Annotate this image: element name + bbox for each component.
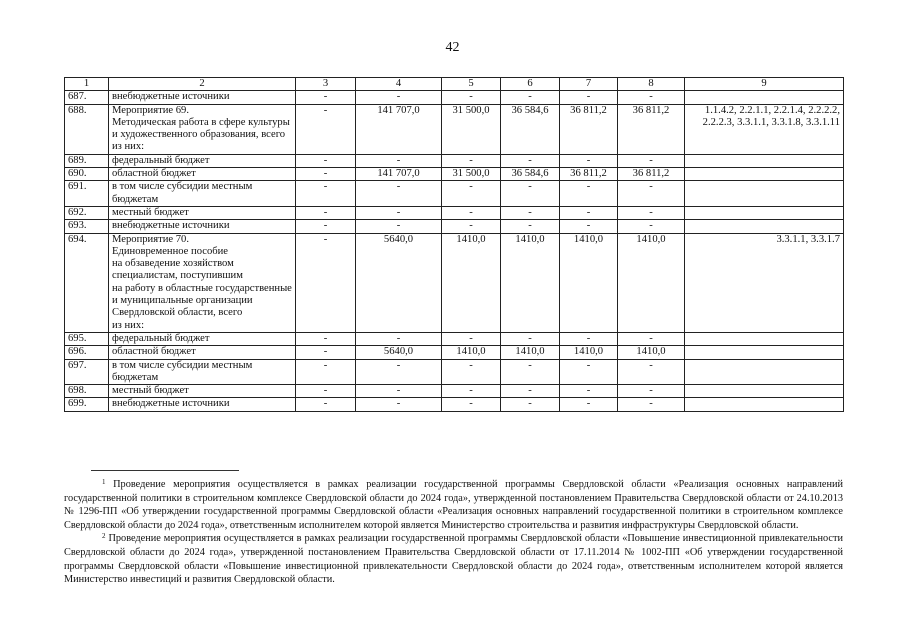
- footnote-text: Проведение мероприятия осуществляется в рамках реализации государственной программы Свердловской области «Реализация основных направлений государственной политики в строительном комплексе Свердловской области до 2024 года», утвержденной постановлением Правительства Свердловской области от 24.10.2013 № 1296-ПП «Об утверждении государственной программы Свердловской области «Реализация основных направлений государственной политики в строительном комплексе Свердловской области до 2024 года», ответственным исполнителем которой является Министерство строительства и развития инфраструктуры Свердловской области.: [64, 479, 843, 531]
- cell-col4: 141 707,0: [356, 104, 442, 154]
- cell-col8: 36 811,2: [618, 104, 685, 154]
- row-name: местный бюджет: [109, 206, 296, 219]
- cell-col3: -: [296, 181, 356, 207]
- cell-col5: -: [442, 91, 501, 104]
- cell-col5: -: [442, 206, 501, 219]
- cell-col8: -: [618, 220, 685, 233]
- table-row: [65, 104, 844, 154]
- table-header-row: [65, 78, 844, 91]
- cell-col7: -: [560, 332, 618, 345]
- table-row: [65, 181, 844, 207]
- cell-col3: -: [296, 332, 356, 345]
- cell-col6: 1410,0: [501, 233, 560, 332]
- cell-col5: -: [442, 154, 501, 167]
- cell-col8: 36 811,2: [618, 168, 685, 181]
- table-row: [65, 220, 844, 233]
- cell-col6: -: [501, 398, 560, 411]
- cell-col3: -: [296, 346, 356, 359]
- row-number: 694.: [65, 233, 109, 332]
- cell-col7: 1410,0: [560, 233, 618, 332]
- column-header: 5: [442, 78, 501, 91]
- cell-col4: -: [356, 220, 442, 233]
- cell-col5: -: [442, 332, 501, 345]
- cell-col9: [685, 359, 844, 385]
- row-name: Мероприятие 70. Единовременное пособие на обзаведение хозяйством специалистам, поступившим на работу в областные государственные и муниципальные организации Свердловской области, всего из них:: [109, 233, 296, 332]
- cell-col9: [685, 154, 844, 167]
- cell-col9: [685, 168, 844, 181]
- cell-col3: -: [296, 233, 356, 332]
- cell-col4: -: [356, 332, 442, 345]
- table-row: [65, 154, 844, 167]
- cell-col8: -: [618, 91, 685, 104]
- cell-col7: -: [560, 398, 618, 411]
- cell-col6: 36 584,6: [501, 168, 560, 181]
- cell-col7: 36 811,2: [560, 104, 618, 154]
- row-name: местный бюджет: [109, 385, 296, 398]
- cell-col3: -: [296, 385, 356, 398]
- cell-col3: -: [296, 91, 356, 104]
- footnote-mark: 1: [102, 478, 106, 486]
- cell-col9: [685, 91, 844, 104]
- table-row: [65, 359, 844, 385]
- row-number: 697.: [65, 359, 109, 385]
- cell-col9: [685, 346, 844, 359]
- row-name: внебюджетные источники: [109, 398, 296, 411]
- cell-col7: -: [560, 154, 618, 167]
- row-number: 693.: [65, 220, 109, 233]
- row-number: 695.: [65, 332, 109, 345]
- cell-col5: -: [442, 359, 501, 385]
- cell-col9: [685, 332, 844, 345]
- row-name: областной бюджет: [109, 168, 296, 181]
- cell-col3: -: [296, 206, 356, 219]
- cell-col9: [685, 206, 844, 219]
- budget-table: [64, 77, 844, 412]
- table-row: [65, 168, 844, 181]
- cell-col7: 1410,0: [560, 346, 618, 359]
- row-number: 687.: [65, 91, 109, 104]
- cell-col6: -: [501, 385, 560, 398]
- table-row: [65, 206, 844, 219]
- footnote-text: Проведение мероприятия осуществляется в рамках реализации государственной программы Свердловской области «Повышение инвестиционной привлекательности Свердловской области до 2024 года», утвержденной постановлением Правительства Свердловской области от 17.11.2014 № 1002-ПП «Об утверждении государственной программы Свердловской области «Повышение инвестиционной привлекательности Свердловской области до 2024 года», ответственным исполнителем которой является Министерство инвестиций и развития Свердловской области.: [64, 533, 843, 586]
- cell-col6: -: [501, 206, 560, 219]
- column-header: 1: [65, 78, 109, 91]
- table-row: [65, 398, 844, 411]
- cell-col7: -: [560, 359, 618, 385]
- cell-col8: 1410,0: [618, 233, 685, 332]
- row-number: 688.: [65, 104, 109, 154]
- row-name: областной бюджет: [109, 346, 296, 359]
- column-header: 7: [560, 78, 618, 91]
- row-number: 690.: [65, 168, 109, 181]
- table-row: [65, 91, 844, 104]
- cell-col7: -: [560, 385, 618, 398]
- row-name: в том числе субсидии местным бюджетам: [109, 181, 296, 207]
- cell-col8: -: [618, 385, 685, 398]
- cell-col6: 36 584,6: [501, 104, 560, 154]
- cell-col7: -: [560, 206, 618, 219]
- cell-col4: -: [356, 359, 442, 385]
- cell-col4: -: [356, 91, 442, 104]
- cell-col4: -: [356, 398, 442, 411]
- cell-col6: -: [501, 91, 560, 104]
- row-number: 692.: [65, 206, 109, 219]
- row-number: 689.: [65, 154, 109, 167]
- cell-col3: -: [296, 168, 356, 181]
- cell-col5: -: [442, 398, 501, 411]
- cell-col4: 141 707,0: [356, 168, 442, 181]
- table-row: [65, 346, 844, 359]
- cell-col8: -: [618, 398, 685, 411]
- cell-col6: -: [501, 332, 560, 345]
- cell-col6: 1410,0: [501, 346, 560, 359]
- table-row: [65, 332, 844, 345]
- row-name: внебюджетные источники: [109, 91, 296, 104]
- cell-col9: 3.3.1.1, 3.3.1.7: [685, 233, 844, 332]
- column-header: 9: [685, 78, 844, 91]
- cell-col4: -: [356, 385, 442, 398]
- cell-col3: -: [296, 398, 356, 411]
- column-header: 8: [618, 78, 685, 91]
- row-name: федеральный бюджет: [109, 154, 296, 167]
- table-row: [65, 233, 844, 332]
- cell-col5: -: [442, 385, 501, 398]
- cell-col5: -: [442, 181, 501, 207]
- row-number: 699.: [65, 398, 109, 411]
- column-header: 4: [356, 78, 442, 91]
- column-header: 3: [296, 78, 356, 91]
- cell-col5: 1410,0: [442, 233, 501, 332]
- cell-col5: 1410,0: [442, 346, 501, 359]
- cell-col3: -: [296, 359, 356, 385]
- cell-col6: -: [501, 359, 560, 385]
- cell-col9: [685, 181, 844, 207]
- cell-col7: -: [560, 181, 618, 207]
- cell-col9: [685, 220, 844, 233]
- row-name: внебюджетные источники: [109, 220, 296, 233]
- column-header: 2: [109, 78, 296, 91]
- cell-col5: 31 500,0: [442, 168, 501, 181]
- footnote-mark: 2: [102, 532, 106, 541]
- cell-col7: -: [560, 220, 618, 233]
- cell-col4: 5640,0: [356, 233, 442, 332]
- cell-col5: 31 500,0: [442, 104, 501, 154]
- footnote-separator: [91, 470, 239, 471]
- cell-col4: -: [356, 154, 442, 167]
- cell-col9: 1.1.4.2, 2.2.1.1, 2.2.1.4, 2.2.2.2, 2.2.2.3, 3.3.1.1, 3.3.1.8, 3.3.1.11: [685, 104, 844, 154]
- footnote-2: [64, 532, 843, 586]
- cell-col3: -: [296, 220, 356, 233]
- cell-col7: 36 811,2: [560, 168, 618, 181]
- cell-col8: 1410,0: [618, 346, 685, 359]
- cell-col6: -: [501, 181, 560, 207]
- cell-col9: [685, 398, 844, 411]
- cell-col5: -: [442, 220, 501, 233]
- row-name: федеральный бюджет: [109, 332, 296, 345]
- cell-col8: -: [618, 154, 685, 167]
- cell-col8: -: [618, 359, 685, 385]
- cell-col7: -: [560, 91, 618, 104]
- cell-col6: -: [501, 154, 560, 167]
- row-number: 698.: [65, 385, 109, 398]
- row-name: Мероприятие 69. Методическая работа в сфере культуры и художественного образования, всего из них:: [109, 104, 296, 154]
- cell-col4: -: [356, 181, 442, 207]
- cell-col8: -: [618, 181, 685, 207]
- cell-col4: -: [356, 206, 442, 219]
- page-number: 42: [445, 40, 460, 55]
- footnotes: [64, 478, 843, 587]
- row-number: 691.: [65, 181, 109, 207]
- row-name: в том числе субсидии местным бюджетам: [109, 359, 296, 385]
- table-row: [65, 385, 844, 398]
- cell-col8: -: [618, 332, 685, 345]
- cell-col4: 5640,0: [356, 346, 442, 359]
- cell-col8: -: [618, 206, 685, 219]
- cell-col3: -: [296, 104, 356, 154]
- cell-col3: -: [296, 154, 356, 167]
- row-number: 696.: [65, 346, 109, 359]
- footnote-1: [64, 478, 843, 532]
- column-header: 6: [501, 78, 560, 91]
- cell-col6: -: [501, 220, 560, 233]
- cell-col9: [685, 385, 844, 398]
